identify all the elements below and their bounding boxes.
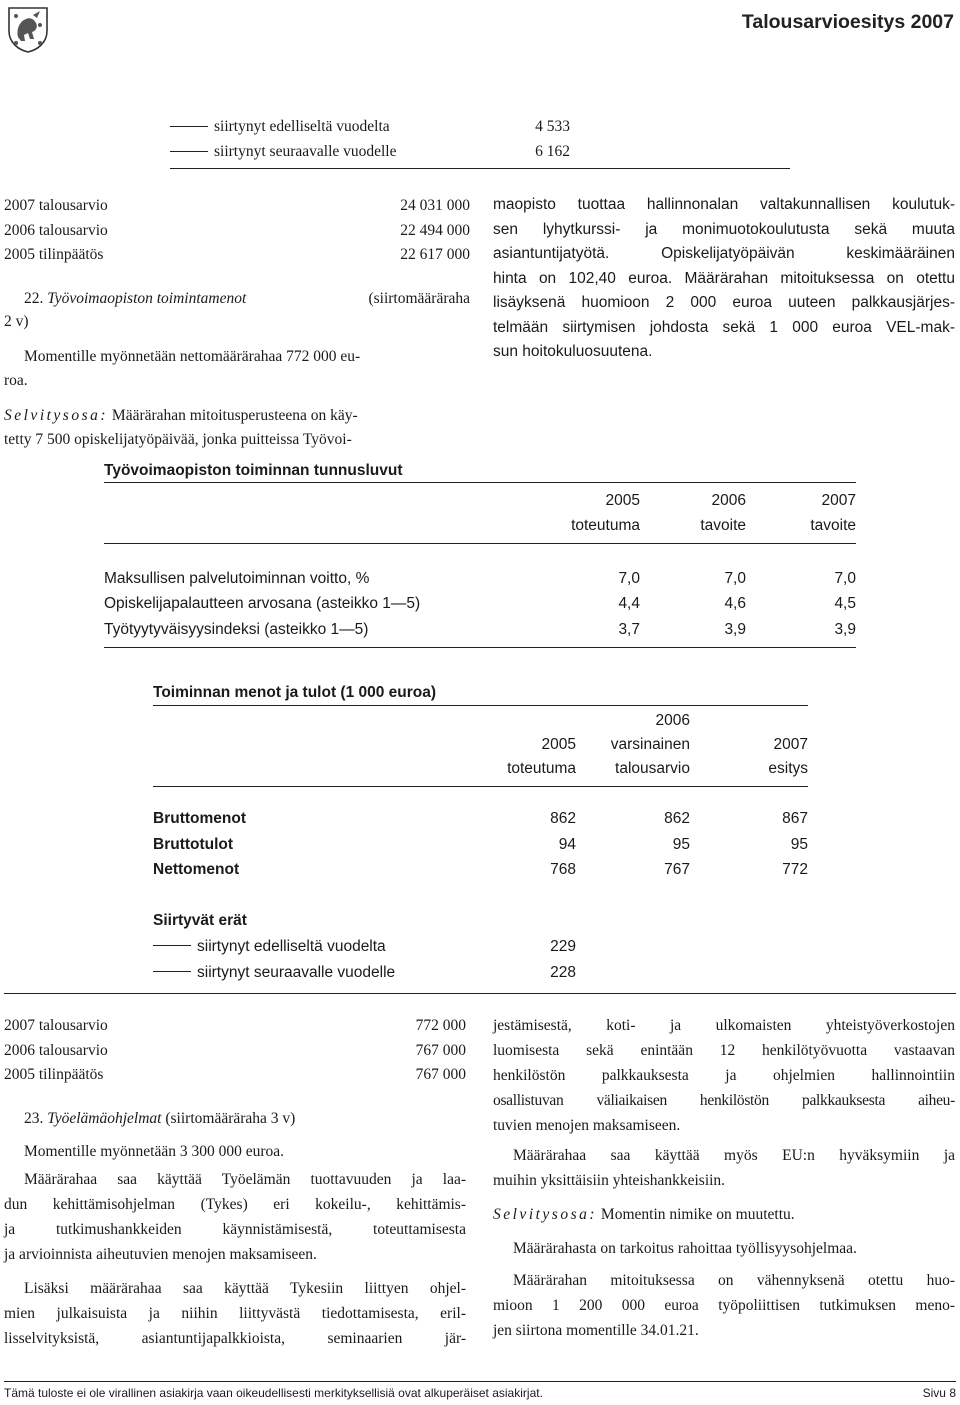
kpi-year-header: 2005 <box>605 492 640 509</box>
text-line: Määrärahaa saa käyttää myös EU:n hyväksymiin ja <box>513 1147 955 1164</box>
exp-value: 768 <box>550 861 576 878</box>
kpi-value: 3,9 <box>724 621 746 638</box>
text-line: jestämisestä, koti- ja ulkomaisten yhteistyöverkostojen <box>493 1017 955 1034</box>
carry-label: siirtynyt edelliseltä vuodelta <box>197 938 386 955</box>
table-rule <box>104 647 856 648</box>
text-line: osallistuvan väliaikaisen henkilöstön palkkauksesta aiheu- <box>493 1092 955 1109</box>
item-title: Työelämäohjelmat <box>47 1110 162 1127</box>
text-line: maopisto tuottaa hallinnonalan valtakunnallisen koulutuk- <box>493 196 955 213</box>
footer-disclaimer: Tämä tuloste ei ole virallinen asiakirja vaan oikeudellisesti merkityksellisiä ovat alkuperäiset asiakirjat. <box>4 1386 543 1400</box>
exp-col-header: toteutuma <box>507 760 576 777</box>
exp-row <box>153 832 808 857</box>
budget-label: 2007 talousarvio <box>4 197 108 214</box>
kpi-label: Opiskelijapalautteen arvosana (asteikko 1—5) <box>104 595 421 612</box>
carry-value: 229 <box>550 938 576 955</box>
kpi-value: 4,5 <box>834 595 856 612</box>
item-number: 23. <box>24 1110 44 1127</box>
document-title: Talousarvioesitys 2007 <box>741 11 954 33</box>
exp-col-header: talousarvio <box>615 760 690 777</box>
exp-value: 95 <box>790 836 808 853</box>
item-title: Työvoimaopiston toimintamenot <box>47 290 247 307</box>
kpi-row <box>104 617 856 642</box>
kpi-row <box>104 591 856 616</box>
budget-label: 2005 tilinpäätös <box>4 246 104 263</box>
item-22-explanation-cont: tetty 7 500 opiskelijatyöpäivää, jonka puitteissa Työvoi- <box>4 431 352 448</box>
item-23-right-paragraph-2 <box>493 1143 955 1193</box>
carry-row <box>170 139 570 164</box>
text-line: mien julkaisuista ja niihin liittyvästä tiedottamisesta, eril- <box>4 1305 466 1322</box>
carry-value: 4 533 <box>535 118 570 135</box>
explanation-label: Selvitysosa: <box>493 1206 598 1223</box>
table-rule <box>153 705 808 706</box>
exp-value: 767 <box>664 861 690 878</box>
item-22-appropriation-cont: roa. <box>4 372 28 389</box>
item-23-right-paragraph-1 <box>493 1013 955 1138</box>
text-line: Määrärahaa saa käyttää Työelämän tuottavuuden ja laa- <box>24 1171 466 1188</box>
text-line: sen lyhytkurssi- ja monimuotokoulutusta sekä muuta <box>493 220 955 238</box>
item-22-right-text <box>493 193 955 365</box>
text-line: sun hoitokuluosuutena. <box>493 343 653 360</box>
budget-value: 22 494 000 <box>400 222 470 239</box>
carry-value: 228 <box>550 964 576 981</box>
exp-col-header: 2007 <box>773 736 808 753</box>
explanation-text: Momentin nimike on muutettu. <box>600 1206 795 1223</box>
exp-col-header: esitys <box>768 760 808 777</box>
item-23-explanation <box>493 1202 795 1227</box>
kpi-value: 4,6 <box>724 595 746 612</box>
kpi-year-header: 2006 <box>711 492 746 509</box>
exp-label: Nettomenot <box>153 861 240 878</box>
em-dash <box>153 945 191 946</box>
budget-row <box>4 193 470 218</box>
text-line: ja tutkimushankkeiden käynnistämisestä, toteuttamisesta <box>4 1221 466 1238</box>
item-23-appropriation: Momentille myönnetään 3 300 000 euroa. <box>24 1143 284 1160</box>
item-23-paragraph-1 <box>4 1167 466 1267</box>
exp-row <box>153 857 808 882</box>
text-line: luomisesta sekä enintään 12 henkilötyövuotta vastaavan <box>493 1042 955 1059</box>
text-line: hinta on 102,40 euroa. Määrärahan mitoituksessa on otettu <box>493 269 955 287</box>
kpi-value: 7,0 <box>724 570 746 587</box>
page-number: Sivu 8 <box>922 1386 956 1400</box>
item-number: 22. <box>24 290 44 307</box>
divider <box>4 993 956 994</box>
item-23-heading <box>24 1106 295 1131</box>
text-line: Lisäksi määrärahaa saa käyttää Tykesiin liittyen ohjel- <box>24 1280 466 1297</box>
exp-value: 862 <box>664 810 690 827</box>
budget-label: 2006 talousarvio <box>4 222 108 239</box>
carry-label: siirtynyt edelliseltä vuodelta <box>214 118 390 135</box>
budget-row <box>4 242 470 267</box>
exp-col-header: 2005 <box>541 736 576 753</box>
carry-value: 6 162 <box>535 143 570 160</box>
table-rule <box>153 786 808 787</box>
kpi-value: 3,9 <box>834 621 856 638</box>
text-line: muihin yksittäisiin yhteishankkeisiin. <box>493 1172 726 1189</box>
explanation-label: Selvitysosa: <box>4 407 109 424</box>
kpi-value: 3,7 <box>618 621 640 638</box>
item-22-qualifier-cont: 2 v) <box>4 313 29 330</box>
kpi-value: 7,0 <box>618 570 640 587</box>
carry-row <box>170 114 570 139</box>
explanation-text: Määrärahan mitoitusperusteena on käy- <box>111 407 358 424</box>
budget-row <box>4 1013 466 1038</box>
item-22-heading <box>24 286 470 311</box>
text-line: henkilöstön palkkauksesta ja ohjelmien hallinnointiin <box>493 1067 955 1084</box>
kpi-year-header: 2007 <box>821 492 856 509</box>
carry-label: siirtynyt seuraavalle vuodelle <box>197 964 396 981</box>
exp-value: 867 <box>782 810 808 827</box>
kpi-label: Työtyytyväisyysindeksi (asteikko 1—5) <box>104 621 369 638</box>
text-line: ja arvioinnista aiheutuvien menojen maksamiseen. <box>4 1246 317 1263</box>
item-23-right-paragraph-4 <box>493 1268 955 1343</box>
exp-value: 862 <box>550 810 576 827</box>
text-line: Määrärahan mitoituksessa on vähennyksenä otettu huo- <box>513 1272 955 1289</box>
exp-label: Bruttomenot <box>153 810 246 827</box>
budget-value: 767 000 <box>415 1042 466 1059</box>
text-line: lisselvityksistä, asiantuntijapalkkioista, seminaarien jär- <box>4 1330 466 1347</box>
budget-row <box>4 1062 466 1087</box>
kpi-subheader: tavoite <box>700 517 746 534</box>
text-line: dun kehittämisohjelman (Tykes) eri kokeilu-, kehittämis- <box>4 1196 466 1213</box>
text-line: asiantuntijatyötä. Opiskelijatyöpäivän keskimääräinen <box>493 245 955 262</box>
table-rule <box>104 482 856 483</box>
kpi-row <box>104 566 856 591</box>
kpi-table-title: Työvoimaopiston toiminnan tunnusluvut <box>104 462 403 479</box>
item-qualifier: (siirtomääräraha <box>368 290 470 307</box>
em-dash <box>170 126 208 127</box>
budget-value: 24 031 000 <box>400 197 470 214</box>
text-line: tuvien menojen maksamiseen. <box>493 1117 681 1134</box>
table-rule <box>104 543 856 544</box>
text-line: mioon 1 200 000 euroa työpoliittisen tutkimuksen meno- <box>493 1297 955 1314</box>
carry-section-title: Siirtyvät erät <box>153 912 247 929</box>
budget-label: 2005 tilinpäätös <box>4 1066 104 1083</box>
budget-row <box>4 1038 466 1063</box>
exp-table-title: Toiminnan menot ja tulot (1 000 euroa) <box>153 684 437 701</box>
divider <box>170 168 790 169</box>
text-line: jen siirtona momentille 34.01.21. <box>493 1322 699 1339</box>
exp-label: Bruttotulot <box>153 836 234 853</box>
kpi-value: 7,0 <box>834 570 856 587</box>
budget-label: 2006 talousarvio <box>4 1042 108 1059</box>
budget-row <box>4 218 470 243</box>
budget-value: 772 000 <box>415 1017 466 1034</box>
budget-value: 22 617 000 <box>400 246 470 263</box>
text-line: telmään siirtymisen johdosta sekä 1 000 euroa VEL-mak- <box>493 318 955 336</box>
carry-label: siirtynyt seuraavalle vuodelle <box>214 143 397 160</box>
carry-row <box>153 960 576 985</box>
text-line: lisäyksenä huomioon 2 000 euroa uuteen palkkausjärjes- <box>493 294 955 311</box>
exp-value: 95 <box>672 836 690 853</box>
exp-col-header: varsinainen <box>610 736 690 753</box>
item-23-right-paragraph-3: Määrärahasta on tarkoitus rahoittaa työllisyysohjelmaa. <box>513 1240 857 1257</box>
em-dash <box>170 151 208 152</box>
item-23-paragraph-2 <box>4 1276 466 1351</box>
carry-row <box>153 934 576 959</box>
em-dash <box>153 971 191 972</box>
coat-of-arms-logo <box>6 5 50 53</box>
kpi-label: Maksullisen palvelutoiminnan voitto, % <box>104 570 370 587</box>
kpi-subheader: toteutuma <box>571 517 640 534</box>
kpi-subheader: tavoite <box>810 517 856 534</box>
exp-value: 94 <box>558 836 576 853</box>
exp-row <box>153 806 808 831</box>
item-22-explanation <box>4 403 470 428</box>
budget-label: 2007 talousarvio <box>4 1017 108 1034</box>
item-22-appropriation: Momentille myönnetään nettomäärärahaa 772 000 eu- <box>24 348 361 365</box>
item-qualifier: (siirtomääräraha 3 v) <box>165 1110 296 1127</box>
exp-col-header: 2006 <box>655 712 690 729</box>
footer-rule <box>4 1381 956 1382</box>
budget-value: 767 000 <box>415 1066 466 1083</box>
kpi-value: 4,4 <box>618 595 640 612</box>
exp-value: 772 <box>782 861 808 878</box>
